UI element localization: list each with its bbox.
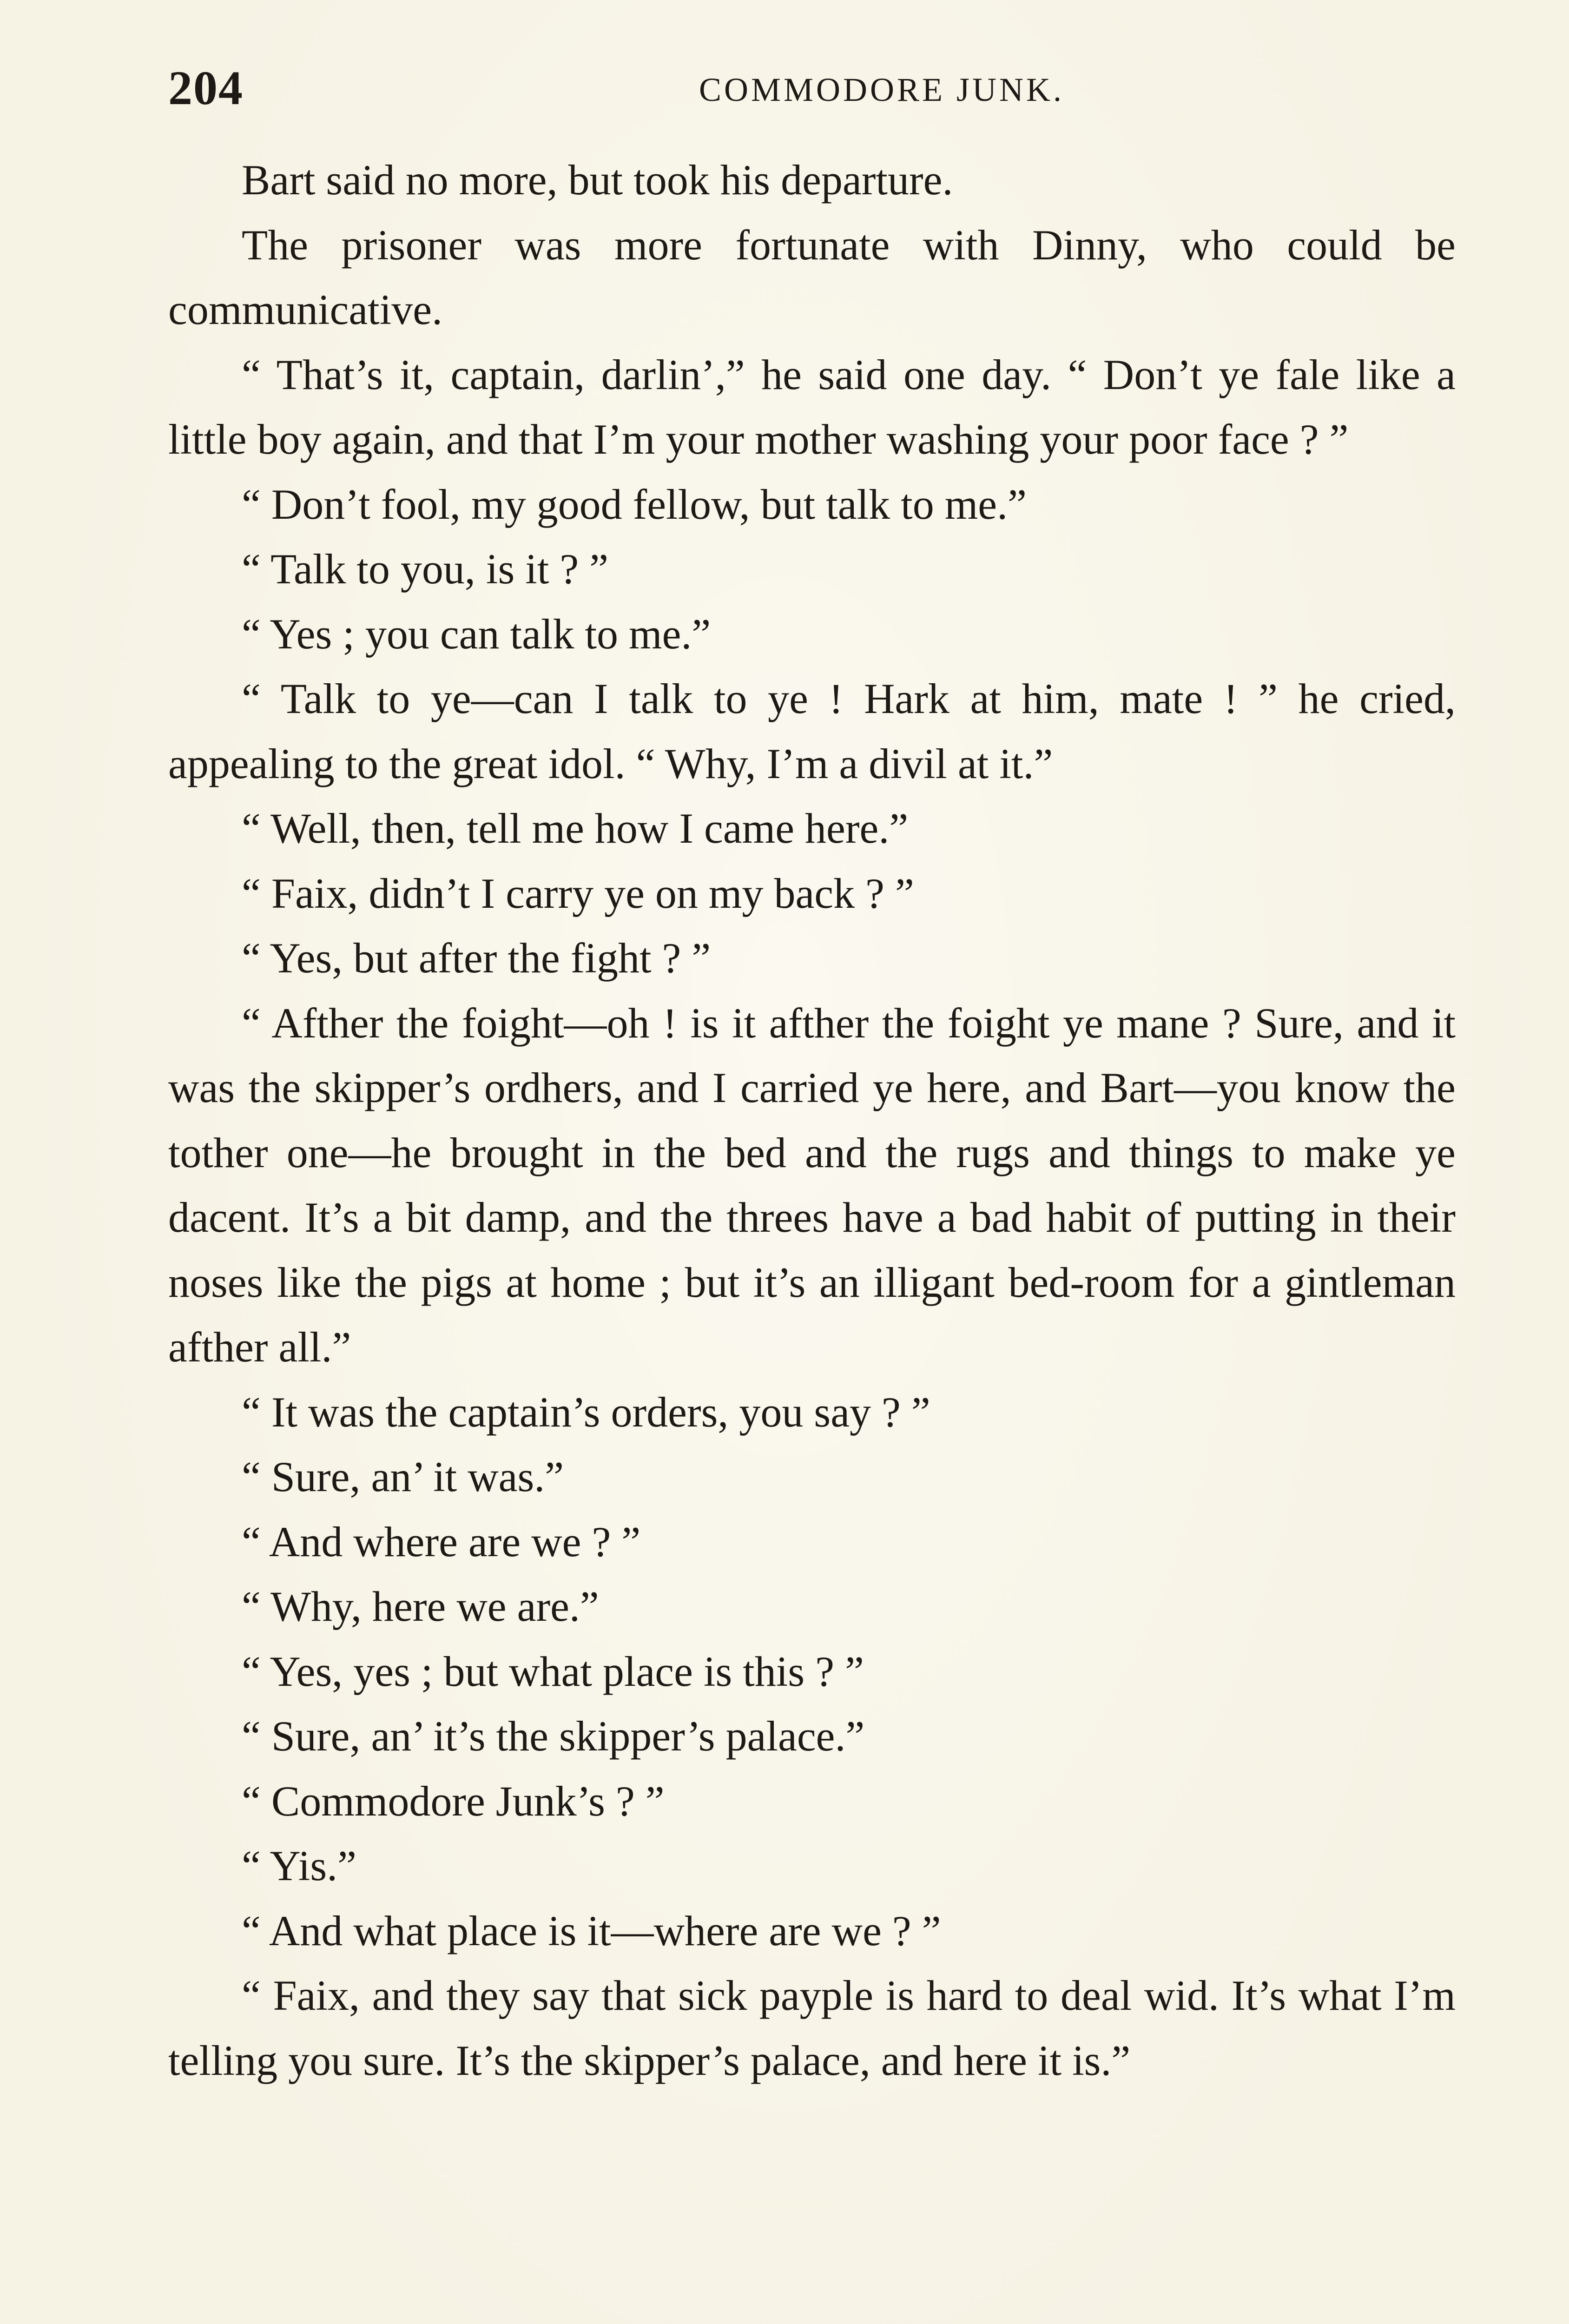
page-header [168,60,1456,125]
paragraph: “ Faix, didn’t I carry ye on my back ? ” [242,869,914,917]
paragraph: “ Well, then, tell me how I came here.” [242,805,909,852]
paragraph: “ Yes ; you can talk to me.” [242,610,711,658]
body-text [168,148,1456,2093]
paragraph: “ It was the captain’s orders, you say ? ” [242,1388,930,1436]
paragraph: “ Talk to you, is it ? ” [242,545,609,593]
paragraph: “ Sure, an’ it’s the skipper’s palace.” [242,1712,865,1760]
paragraph: “ Why, here we are.” [242,1583,599,1630]
paragraph: “ Faix, and they say that sick payple is hard to deal wid. It’s what I’m telling you sure. It’s the skipper’s palace, and here it is.” [168,1972,1456,2084]
running-head: COMMODORE JUNK. [699,71,1065,108]
paragraph: “ Don’t fool, my good fellow, but talk to me.” [242,480,1027,528]
paragraph: “ Talk to ye—can I talk to ye ! Hark at him, mate ! ” he cried, appealing to the great idol. “ Why, I’m a divil at it.” [168,675,1456,787]
paragraph: “ And where are we ? ” [242,1518,641,1565]
paragraph: “ Afther the foight—oh ! is it afther the foight ye mane ? Sure, and it was the skipper’s ordhers, and I carried ye here, and Bart—you know the tother one—he brought in the bed and the rugs and things to make ye dacent. It’s a bit damp, and the threes have a bad habit of putting in their noses like the pigs at home ; but it’s an illigant bed-room for a gintleman afther all.” [168,999,1456,1371]
paragraph: “ That’s it, captain, darlin’,” he said one day. “ Don’t ye fale like a little boy again, and that I’m your mother washing your poor face ? ” [168,350,1456,463]
paragraph: “ Commodore Junk’s ? ” [242,1777,665,1825]
paragraph: The prisoner was more fortunate with Dinny, who could be communicative. [168,221,1456,333]
paragraph: “ Sure, an’ it was.” [242,1453,564,1500]
paragraph: “ And what place is it—where are we ? ” [242,1907,941,1954]
paragraph: “ Yes, but after the fight ? ” [242,934,711,982]
paragraph: Bart said no more, but took his departure. [242,156,953,204]
paragraph: “ Yis.” [242,1842,356,1889]
page-number: 204 [168,61,244,115]
paragraph: “ Yes, yes ; but what place is this ? ” [242,1647,864,1695]
